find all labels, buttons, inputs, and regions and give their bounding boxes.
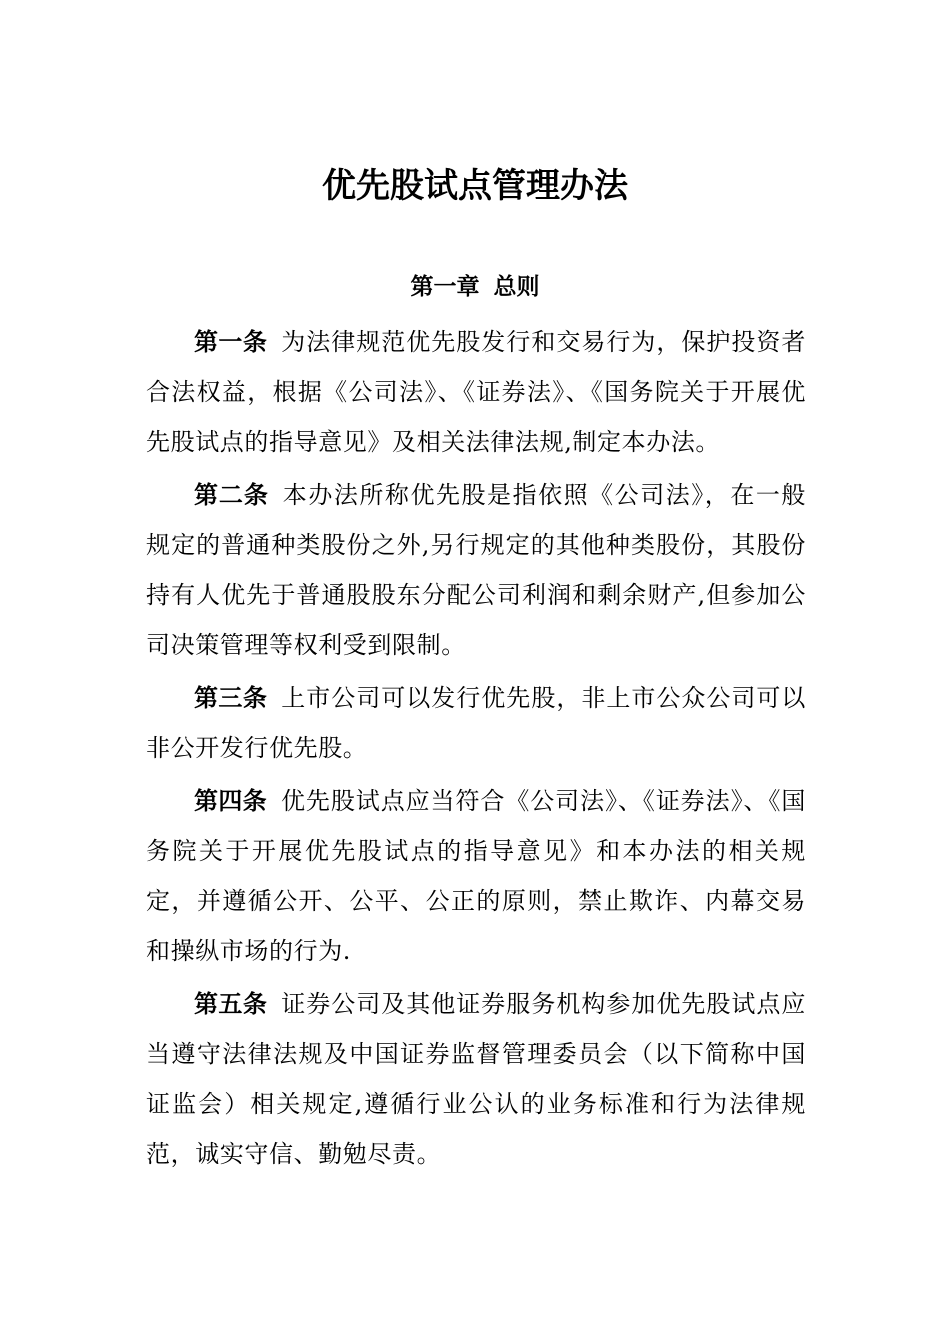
article-text: 为法律规范优先股发行和交易行为，保护投资者合法权益，根据《公司法》、《证券法》、《国务院关于开展优先股试点的指导意见》及相关法律法规,制定本办法。 bbox=[146, 328, 806, 456]
article-5 bbox=[146, 979, 806, 1179]
article-label: 第二条 bbox=[194, 481, 269, 509]
article-2 bbox=[146, 470, 806, 670]
article-label: 第四条 bbox=[194, 787, 267, 815]
article-label: 第五条 bbox=[194, 990, 268, 1018]
article-text: 本办法所称优先股是指依照《公司法》，在一般规定的普通种类股份之外,另行规定的其他种类股份，其股份持有人优先于普通股股东分配公司利润和剩余财产,但参加公司决策管理等权利受到限制。 bbox=[146, 481, 806, 659]
article-text: 上市公司可以发行优先股，非上市公众公司可以非公开发行优先股。 bbox=[146, 684, 806, 762]
chapter-heading: 第一章 总则 bbox=[410, 274, 540, 300]
article-label: 第三条 bbox=[194, 684, 268, 712]
article-text: 证券公司及其他证券服务机构参加优先股试点应当遵守法律法规及中国证券监督管理委员会（以下简称中国证监会）相关规定,遵循行业公认的业务标准和行为法律规范，诚实守信、勤勉尽责。 bbox=[146, 990, 806, 1168]
article-label: 第一条 bbox=[194, 328, 268, 356]
article-1 bbox=[146, 317, 806, 467]
article-4 bbox=[146, 776, 806, 976]
article-text: 优先股试点应当符合《公司法》、《证券法》、《国务院关于开展优先股试点的指导意见》和本办法的相关规定，并遵循公开、公平、公正的原则，禁止欺诈、内幕交易和操纵市场的行为. bbox=[146, 787, 806, 965]
article-3 bbox=[146, 673, 806, 773]
article-list bbox=[146, 317, 806, 1182]
document-title: 优先股试点管理办法 bbox=[322, 166, 628, 206]
